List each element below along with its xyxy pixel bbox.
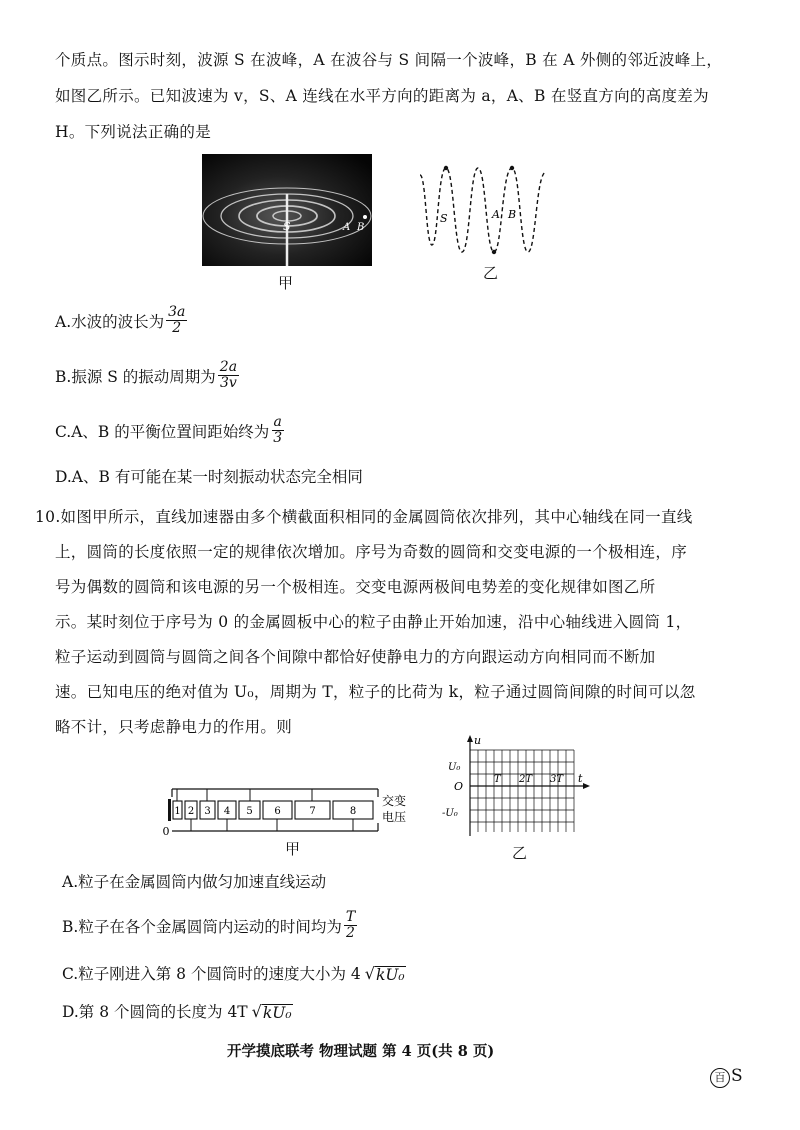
source-label-1: 交变 [382, 794, 407, 808]
frac-den: 3v [220, 375, 237, 391]
graph-tick-3t: 3T [550, 774, 564, 785]
page-footer: 开学摸底联考 物理试题 第 4 页(共 8 页) [227, 1043, 495, 1060]
q10-line-3: 号为偶数的圆筒和该电源的另一个极相连。交变电源两极间电势差的变化规律如图乙所 [55, 578, 656, 596]
radicand: kU₀ [375, 965, 405, 984]
q9-option-d-text: D.A、B 有可能在某一时刻振动状态完全相同 [55, 468, 363, 486]
voltage-graph-figure [440, 732, 600, 842]
photo-label-a: A [343, 222, 351, 233]
q10-line-1: 10.如图甲所示，直线加速器由多个横截面积相同的金属圆筒依次排列，其中心轴线在同一直线 [35, 508, 693, 526]
graph-u-label: u [474, 734, 482, 747]
q10-option-b-fraction [344, 910, 357, 941]
graph-caption: 乙 [512, 844, 528, 862]
tube-number-3: 3 [204, 806, 211, 817]
accelerator-caption: 甲 [285, 840, 301, 858]
wave-label-a: A [492, 208, 500, 221]
wave-photo [202, 154, 372, 266]
frac-den: 2 [172, 320, 182, 336]
photo-label-b: B [357, 222, 365, 233]
q9-option-c-text: C.A、B 的平衡位置间距始终为 [55, 422, 270, 441]
q9-option-b [55, 360, 239, 391]
graph-tick-t: T [494, 774, 501, 785]
wave-caption: 乙 [483, 264, 499, 282]
graph-t-label: t [578, 772, 583, 785]
q10-option-a-text: A.粒子在金属圆筒内做匀加速直线运动 [62, 873, 327, 891]
badge-letter: S [731, 1066, 743, 1086]
q10-option-b [62, 910, 357, 941]
frac-den: 2 [346, 925, 355, 941]
frac-num: a [273, 414, 282, 430]
source-label-2: 电压 [382, 810, 407, 824]
q10-option-d [62, 1000, 293, 1022]
frac-den: 3 [273, 430, 283, 446]
q10-option-c-text: C.粒子刚进入第 8 个圆筒时的速度大小为 4 [62, 965, 361, 983]
q10-option-b-text: B.粒子在各个金属圆筒内运动的时间均为 [62, 917, 342, 936]
q10-line-2: 上，圆筒的长度依照一定的规律依次增加。序号为奇数的圆筒和交变电源的一个极相连，序 [55, 543, 688, 561]
intro-line-1: 个质点。图示时刻，波源 S 在波峰，A 在波谷与 S 间隔一个波峰，B 在 A 外侧的邻近波峰上， [55, 51, 723, 69]
q10-option-c [62, 962, 406, 984]
accelerator-figure [160, 775, 420, 845]
radicand: kU₀ [262, 1003, 292, 1022]
tube-number-7: 7 [309, 806, 316, 817]
plate-zero-label: 0 [162, 825, 170, 838]
q9-option-c-fraction [271, 415, 284, 446]
graph-u0-label: U₀ [448, 762, 461, 773]
q10-line-5: 粒子运动到圆筒与圆筒之间各个间隙中都恰好使静电力的方向跟运动方向相同而不断加 [55, 648, 656, 666]
wave-photo-figure [202, 154, 372, 266]
q10-line-6: 速。已知电压的绝对值为 U₀，周期为 T，粒子的比荷为 k，粒子通过圆筒间隙的时间可以忽 [55, 683, 696, 701]
voltage-graph [440, 732, 600, 842]
q9-option-b-text: B.振源 S 的振动周期为 [55, 367, 216, 386]
q9-option-a-text: A.水波的波长为 [55, 312, 165, 331]
wave-diagram-figure [412, 160, 552, 260]
tube-number-4: 4 [223, 806, 231, 817]
q9-option-a-fraction [166, 305, 187, 336]
corner-badge [710, 1066, 743, 1088]
tube-number-5: 5 [246, 806, 253, 817]
frac-num: T [345, 909, 356, 925]
wave-label-b: B [508, 208, 517, 221]
q10-option-d-sqrt: √ kU₀ [251, 1001, 292, 1022]
q10-option-c-sqrt: √ kU₀ [364, 963, 405, 984]
q9-option-a [55, 305, 187, 336]
photo-caption: 甲 [278, 274, 294, 292]
tube-number-8: 8 [349, 806, 357, 817]
wave-label-s: S [440, 212, 448, 225]
graph-origin-label: O [454, 780, 464, 793]
q10-line-7: 略不计，只考虑静电力的作用。则 [55, 718, 293, 736]
badge-circle: 百 [710, 1068, 730, 1088]
graph-neg-u0-label: -U₀ [442, 808, 458, 819]
q9-option-b-fraction [218, 360, 239, 391]
intro-line-3: H。下列说法正确的是 [55, 123, 212, 141]
tube-number-2: 2 [187, 806, 195, 817]
wave-diagram [412, 160, 552, 260]
tube-number-6: 6 [274, 806, 281, 817]
photo-label-s: S [283, 220, 291, 233]
q9-option-c [55, 415, 284, 446]
tube-number-1: 1 [174, 806, 181, 817]
q10-line-4: 示。某时刻位于序号为 0 的金属圆板中心的粒子由静止开始加速，沿中心轴线进入圆筒 1， [55, 613, 692, 631]
accelerator-diagram [160, 775, 420, 845]
q9-option-d [55, 465, 363, 487]
graph-tick-2t: 2T [519, 774, 533, 785]
frac-num: 3a [168, 304, 186, 320]
q10-option-a [62, 870, 326, 892]
frac-num: 2a [219, 359, 238, 375]
intro-line-2: 如图乙所示。已知波速为 v，S、A 连线在水平方向的距离为 a，A、B 在竖直方向的高度差为 [55, 87, 709, 105]
q10-option-d-text: D.第 8 个圆筒的长度为 4T [62, 1003, 248, 1021]
